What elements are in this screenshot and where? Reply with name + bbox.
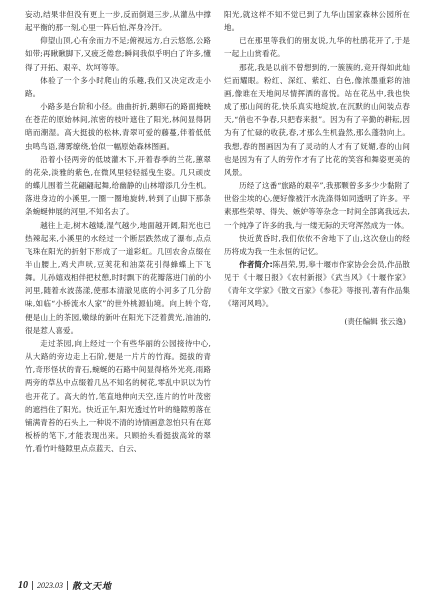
paragraph: 走过茶园,向上经过一个有些华丽的公园接待中心,从大路的旁边走上石阶,便是一片片的竹海。挺拔的青竹,奇形怪状的青石,蜿蜒的石路中间显得格外光亮,雨路两旁的草丛中点缀着几丛不知名的树花,零乱中识以为竹也开花了。高大的竹,笔直地伸向天空,连片的竹叶茂密的遮挡住了阳光。快近正午,阳光透过竹叶的缝隙剪落在铺满青苔的石头上,一种说不清的诗情画意忽怕只有在郑板桥的笔下,才能表现出来。只顾抬头看挺拔高耸的翠竹,看竹叶缝隙里点点蓝天、白云、 [25, 338, 211, 454]
editor-credit: (责任编辑 张云逸) [344, 316, 406, 326]
footer-divider [67, 581, 68, 590]
page-footer [18, 579, 112, 591]
paragraph: 越往上走,树木越矮,湿气越少,地面越开阔,阳光也已热辣起来,小溪里的水经过一个断层跌然成了瀑布,点点飞珠在阳光的折射下形成了一道彩虹。几回农舍点缀在半山腰上,鸡犬声吠,豆荚花和油菜花引得蜂蝶上下飞舞。儿孙嬉戏相伴把杖憩,时时飘下的花瓣落进门前的小河里,随着水波荡漾,使那本清澈见底的小河多了几分韵味,如临“小桥流水人家”的世外桃源仙境。向上转个弯,便是山上的茶园,嫩绿的新叶在阳光下泛着黄光,油油的,很是惹人喜爱。 [25, 220, 211, 335]
magazine-title: 散文天地 [72, 581, 113, 592]
author-bio-text: 陈昌荣,男,皋十堰市作家协会会员,作品散见于《十堰日报》《农村新报》《武当风》《十堰作家》《青年文学家》《散文百家》《参花》等报刊,著有作品集《堵河风鸣》。 [224, 259, 410, 309]
right-column [224, 8, 410, 328]
footer-divider [32, 581, 33, 590]
paragraph: 阳光,就这样不知不觉已到了九华山国家森林公园所在地。 [224, 10, 410, 33]
paragraph: 历经了这番“旅路的艰辛”,我那颗曾多多少少黏附了世俗尘埃的心,便好像被汗水洗涤得如同透明了许多。平素那些荣辱、得失、嫉妒等等杂念一时间全部离我远去,一个纯净了许多的我,与一缕无际的天穹浑然成为一体。 [224, 181, 410, 230]
paragraph: 妄动,结果非但没有更上一步,反而倒退三步,从灌丛中撑起平衡的那一刻,心里一阵后怕,浑身冷汗。 [25, 10, 211, 33]
page-number: 10 [18, 579, 28, 591]
author-bio-label: 作者简介: [239, 259, 273, 269]
paragraph: 已在那里等我们的朋友说,九华的杜鹃花开了,于是一起上山赏看花。 [224, 36, 410, 59]
paragraph: 快近黄昏时,我们依依不舍地下了山,这次登山的经历将成为我一生永恒的记忆。 [224, 233, 410, 256]
paragraph: 体验了一个多小时爬山的乐趣,我们又决定改走小路。 [25, 75, 211, 98]
paragraph: 那花,我是以前不曾想到的,一簇簇的,竞开得如此灿烂而耀眼。粉红、深红、紫红、白色,像浓墨重彩的油画,像谁在天地间尽情挥洒的喜悦。站在花丛中,我也快成了那山间的花,快乐真实地绽放,在沉默的山间装点春天,“俏也不争春,只把春来报”。因为有了辛勤的耕耘,因为有了忙碌的收获,春,才那么生机盎然,那么蓬勃向上。我想,春的图画因为有了灵动的人才有了妩媚,春的山间也是因为有了人的劳作才有了比花的笑容和舞姿更美的风景。 [224, 62, 410, 177]
paragraph: 小路多是台阶和小径。曲曲折折,鹅卵石的路面掩映在苍茫的原始林间,浓密的枝叶遮住了阳光,林间显得阴暗而潮湿。高大挺拔的松林,青翠可爱的藤蔓,伴着低低虫鸣鸟语,薄雾缭绕,恰似一幅原始森林图画。 [25, 102, 211, 151]
paragraph: 沿着小径两旁的低坡灌木下,开着春季的兰花,蕙翠的花朵,淡雅的紫色,在微风里轻轻摇曳生姿。几只顽皮的蝶儿围着兰花翩翩起舞,给幽静的山林增添几分生机。落进身边的小溪里,一圈一圈地旋转,转到了山脚下那条条蜿蜒伸展的河里,不知名去了。 [25, 154, 211, 217]
author-bio [224, 258, 410, 311]
issue-date: 2023.03 [37, 580, 63, 590]
left-column [25, 8, 211, 455]
paragraph: 仰望山顶,心有余而力不足;俯视远方,白云悠悠,公路如带;再瞅瞅脚下,又疲乏倦怠;瞬间我似乎明白了许多,懂得了开拓、艰辛、坎坷等等。 [25, 36, 211, 72]
